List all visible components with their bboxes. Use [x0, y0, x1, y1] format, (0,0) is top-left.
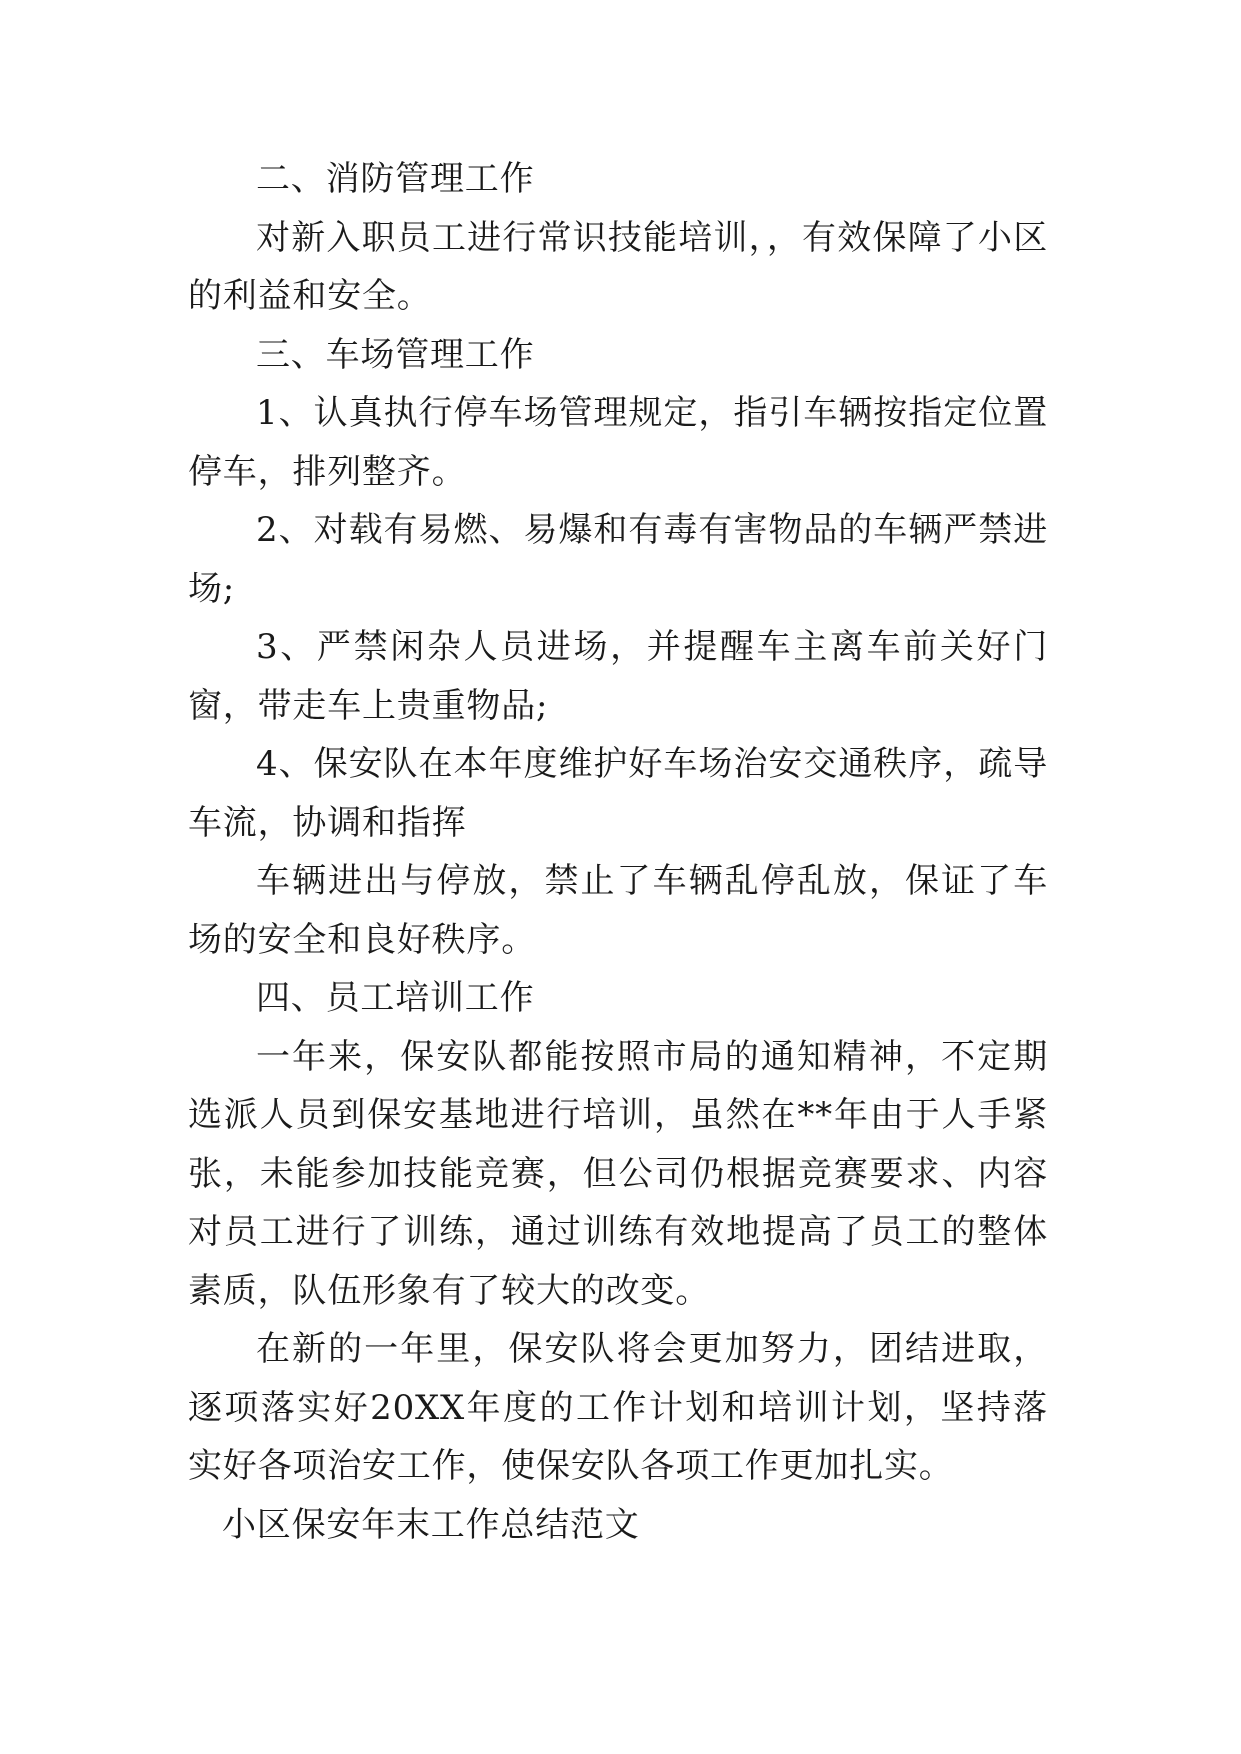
closing-title: 小区保安年末工作总结范文 — [222, 1504, 640, 1545]
list-item-parking-rule-2: 2、对载有易燃、易爆和有毒有害物品的车辆严禁进场; — [188, 510, 1048, 609]
section-heading-staff-training: 四、员工培训工作 — [256, 978, 535, 1018]
section-heading-fire-management: 二、消防管理工作 — [256, 159, 535, 199]
list-item-parking-rule-3: 3、严禁闲杂人员进场，并提醒车主离车前关好门窗，带走车上贵重物品; — [188, 627, 1048, 726]
paragraph-staff-training: 一年来，保安队都能按照市局的通知精神，不定期选派人员到保安基地进行培训，虽然在**年由于人手紧张，未能参加技能竞赛，但公司仍根据竞赛要求、内容对员工进行了训练，通过训练有效地提高了员工的整体素质，队伍形象有了较大的改变。 — [188, 1036, 1048, 1311]
paragraph-fire-training: 对新入职员工进行常识技能培训，，有效保障了小区的利益和安全。 — [188, 217, 1048, 316]
section-heading-parking-management: 三、车场管理工作 — [256, 334, 535, 375]
paragraph-new-year-plan: 在新的一年里，保安队将会更加努力，团结进取，逐项落实好20XX年度的工作计划和培训计划，坚持落实好各项治安工作，使保安队各项工作更加扎实。 — [188, 1329, 1048, 1486]
document-body — [188, 150, 1048, 1554]
list-item-parking-rule-4: 4、保安队在本年度维护好车场治安交通秩序，疏导车流，协调和指挥 — [188, 744, 1048, 843]
list-item-parking-rule-1: 1、认真执行停车场管理规定，指引车辆按指定位置停车，排列整齐。 — [188, 393, 1048, 492]
paragraph-parking-order: 车辆进出与停放，禁止了车辆乱停乱放，保证了车场的安全和良好秩序。 — [188, 861, 1048, 960]
